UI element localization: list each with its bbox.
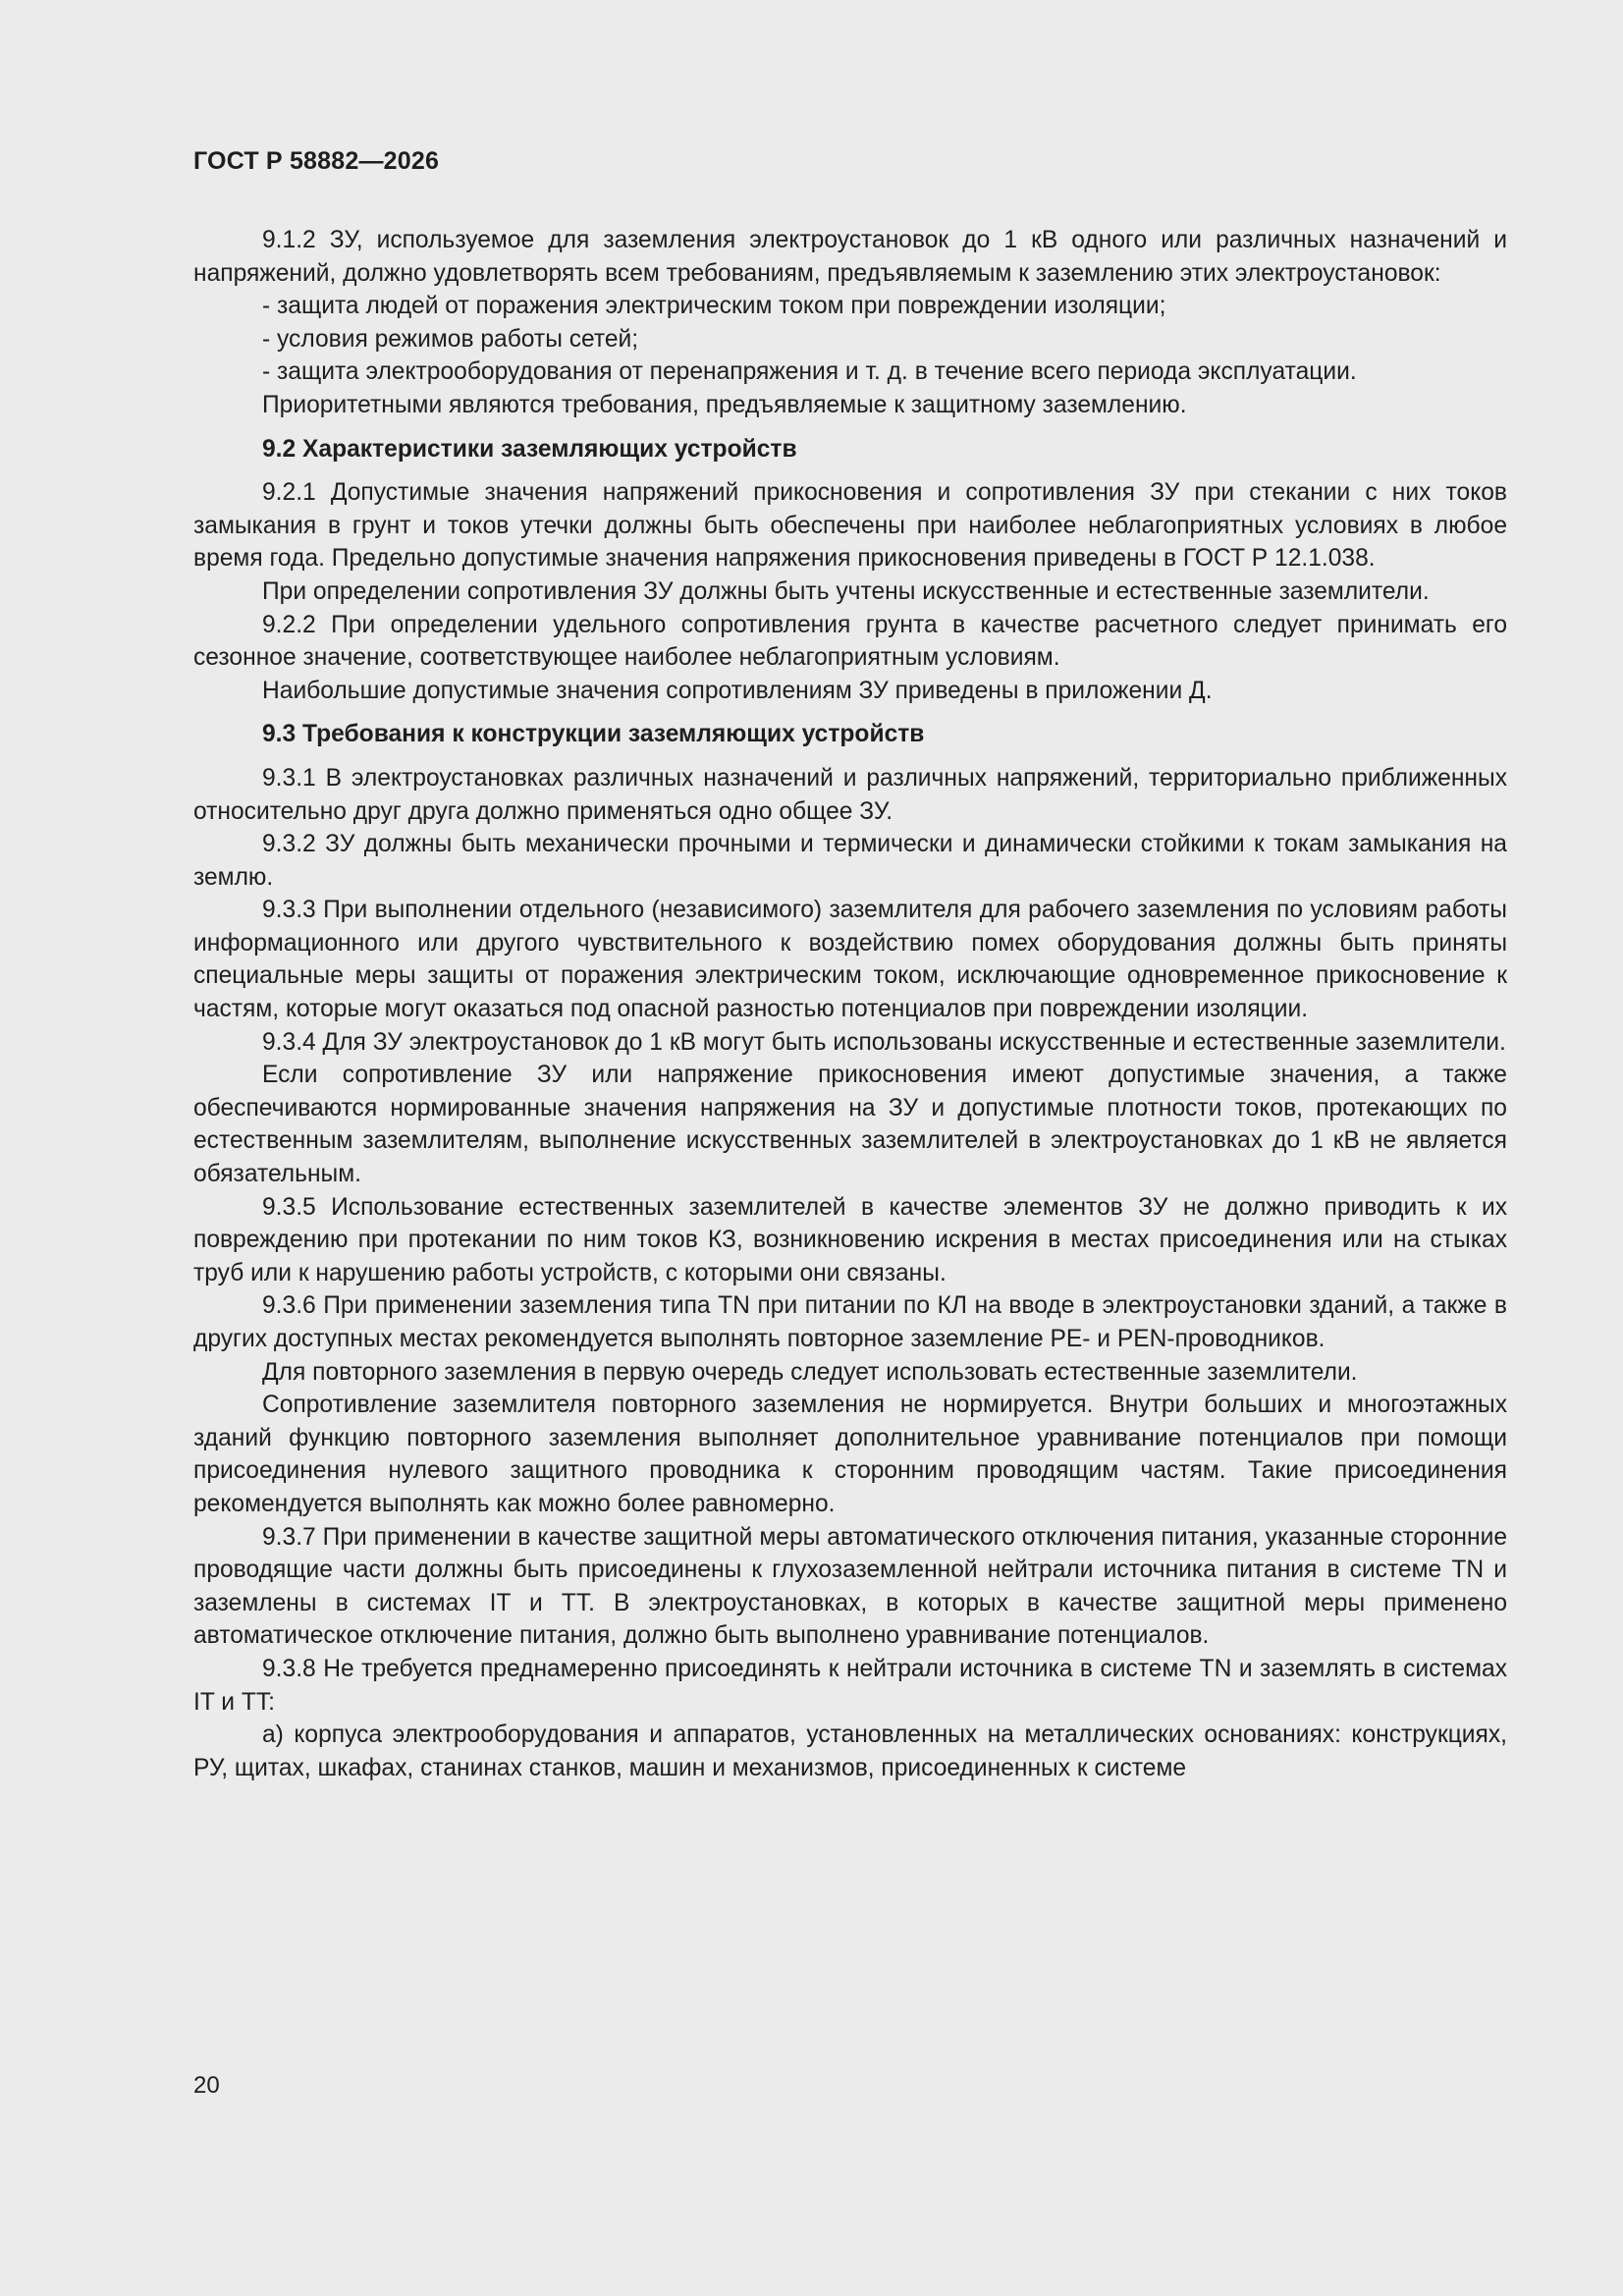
paragraph-9-3-2: 9.3.2 ЗУ должны быть механически прочными и термически и динамически стойкими к токам замыкания на землю. [193,831,1507,891]
document-body [193,224,1507,1784]
paragraph-9-2-2: 9.2.2 При определении удельного сопротивления грунта в качестве расчетного следует принимать его сезонное значение, соответствующее наиболее неблагоприятным условиям. [193,611,1507,672]
paragraph: Наибольшие допустимые значения сопротивлениям ЗУ приведены в приложении Д. [262,677,1213,704]
paragraph-9-3-5: 9.3.5 Использование естественных заземлителей в качестве элементов ЗУ не должно приводить к их повреждению при протекании по ним токов КЗ, возникновению искрения в местах присоединения или на стыках труб или к нарушению работы устройств, с которыми они связаны. [193,1193,1507,1286]
paragraph-9-3-1: 9.3.1 В электроустановках различных назначений и различных напряжений, территориально приближенных относительно друг друга должно применяться одно общее ЗУ. [193,764,1507,825]
paragraph: При определении сопротивления ЗУ должны быть учтены искусственные и естественные заземлители. [262,577,1430,605]
paragraph: Сопротивление заземлителя повторного заземления не нормируется. Внутри больших и многоэтажных зданий функцию повторного заземления выполняет дополнительное уравнивание потенциалов при помощи присоединения нулевого защитного проводника к сторонним проводящим частям. Такие присоединения рекомендуется выполнять как можно более равномерно. [193,1392,1507,1517]
paragraph: Если сопротивление ЗУ или напряжение прикосновения имеют допустимые значения, а также обеспечиваются нормированные значения напряжения на ЗУ и допустимые плотности токов, протекающих по естественным заземлителям, выполнение искусственных заземлителей в электроустановках до 1 кВ не является обязательным. [193,1062,1507,1188]
paragraph-9-3-6: 9.3.6 При применении заземления типа TN при питании по КЛ на вводе в электроустановки зданий, а также в других доступных местах рекомендуется выполнять повторное заземление PE- и PEN-проводников. [193,1292,1507,1352]
paragraph: Приоритетными являются требования, предъявляемые к защитному заземлению. [262,391,1187,418]
section-heading-9-2: 9.2 Характеристики заземляющих устройств [262,435,797,463]
paragraph-9-3-7: 9.3.7 При применении в качестве защитной меры автоматического отключения питания, указанные сторонние проводящие части должны быть присоединены к глухозаземленной нейтрали источника питания в системе TN и заземлены в системах IT и TT. В электроустановках, в которых в качестве защитной меры применено автоматическое отключение питания, должно быть выполнено уравнивание потенциалов. [193,1523,1507,1650]
paragraph-9-2-1: 9.2.1 Допустимые значения напряжений прикосновения и сопротивления ЗУ при стекании с них токов замыкания в грунт и токов утечки должны быть обеспечены при наиболее неблагоприятных условиях в любое время года. Предельно допустимые значения напряжения прикосновения приведены в ГОСТ Р 12.1.038. [193,479,1507,573]
paragraph: Для повторного заземления в первую очередь следует использовать естественные заземлители. [262,1358,1358,1386]
paragraph-9-3-8: 9.3.8 Не требуется преднамеренно присоединять к нейтрали источника в системе TN и заземлять в системах IT и TT: [193,1655,1507,1716]
document-code-header: ГОСТ Р 58882—2026 [193,147,440,175]
list-item: - защита людей от поражения электрическим током при повреждении изоляции; [262,293,1166,320]
list-item: - защита электрооборудования от перенапряжения и т. д. в течение всего периода эксплуатации. [262,358,1357,386]
page-number: 20 [193,2072,220,2099]
list-item: - условия режимов работы сетей; [262,325,639,353]
paragraph-9-3-3: 9.3.3 При выполнении отдельного (независимого) заземлителя для рабочего заземления по условиям работы информационного или другого чувствительного к воздействию помех оборудования должны быть приняты специальные меры защиты от поражения электрическим током, исключающие одновременное прикосновение к частям, которые могут оказаться под опасной разностью потенциалов при повреждении изоляции. [193,897,1507,1023]
paragraph-item-a: а) корпуса электрооборудования и аппаратов, установленных на металлических основаниях: конструкциях, РУ, щитах, шкафах, станинах станков, машин и механизмов, присоединенных к системе [193,1722,1507,1781]
document-page [193,0,1507,2296]
paragraph-9-3-4: 9.3.4 Для ЗУ электроустановок до 1 кВ могут быть использованы искусственные и естественные заземлители. [262,1028,1506,1056]
section-heading-9-3: 9.3 Требования к конструкции заземляющих устройств [262,721,925,748]
paragraph-9-1-2: 9.1.2 ЗУ, используемое для заземления электроустановок до 1 кВ одного или различных назначений и напряжений, должно удовлетворять всем требованиям, предъявляемым к заземлению этих электроустановок: [193,227,1507,287]
